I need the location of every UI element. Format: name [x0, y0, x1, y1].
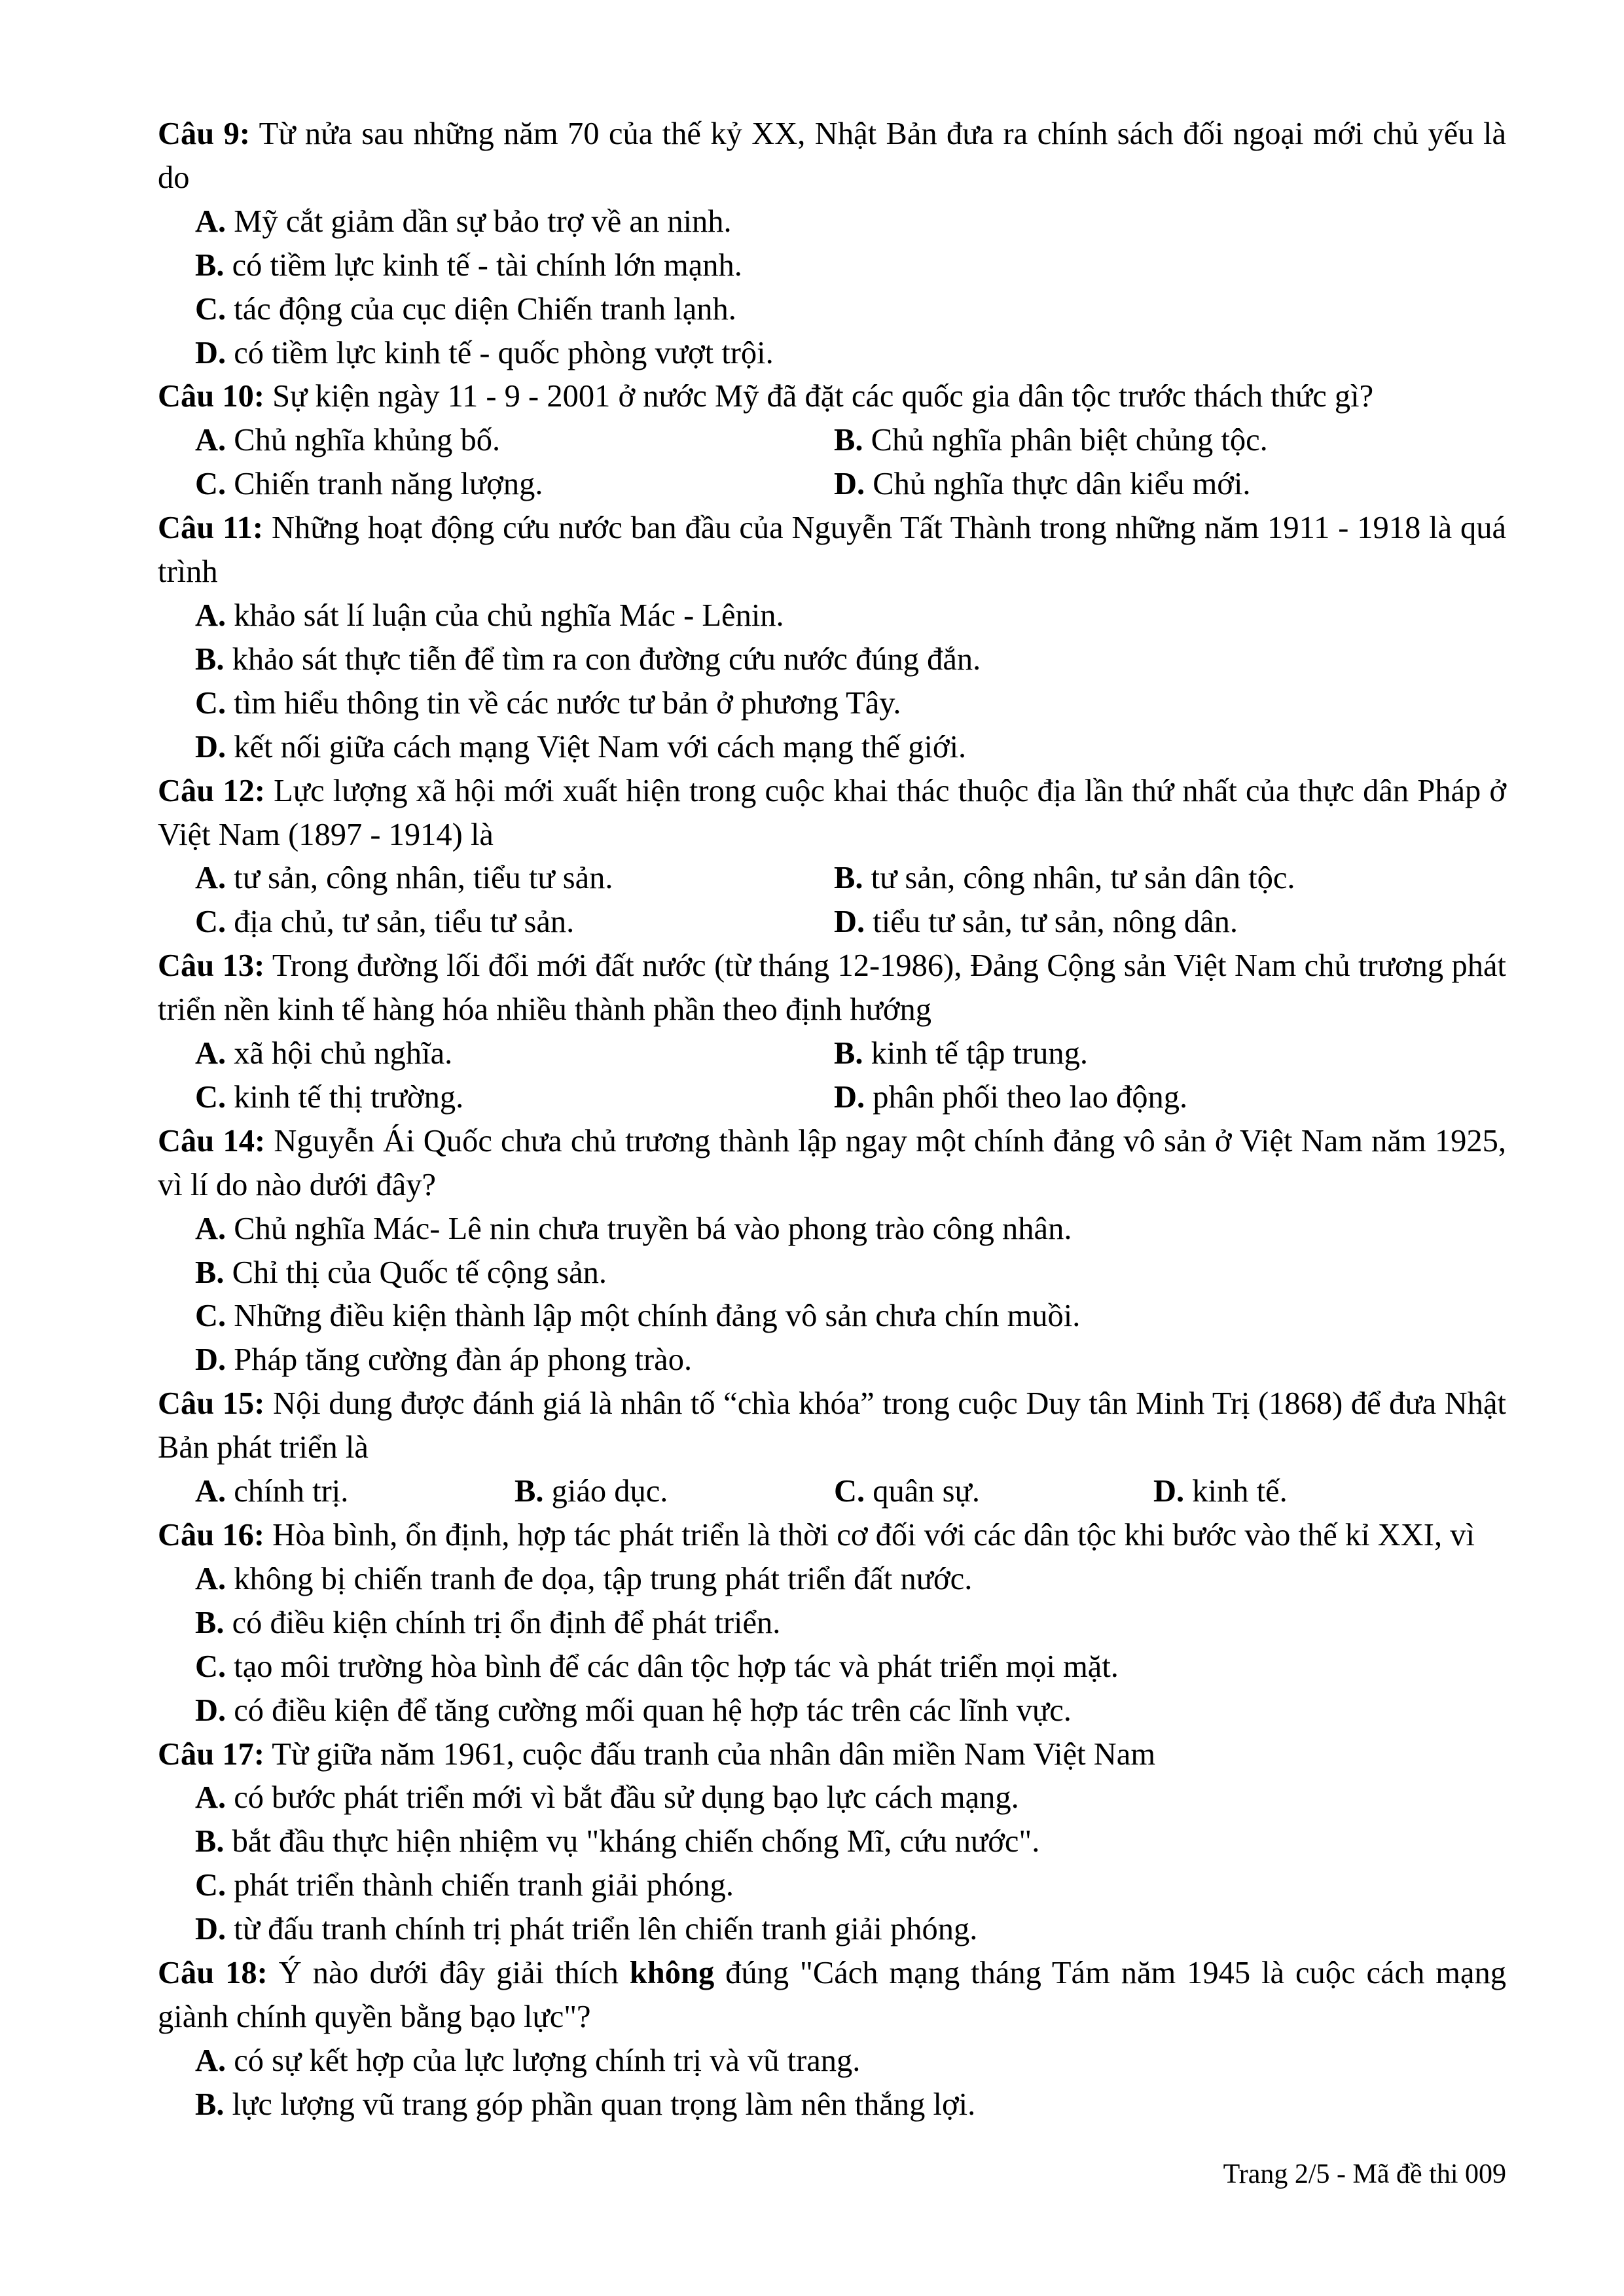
question-number: Câu 10:	[158, 379, 265, 414]
answer-option	[195, 2039, 1506, 2083]
options-row	[195, 1820, 1506, 1864]
option-text: Chiến tranh năng lượng.	[234, 467, 543, 502]
question-stem	[158, 113, 1506, 200]
option-text: kinh tế thị trường.	[234, 1079, 464, 1115]
option-letter: C.	[195, 1299, 226, 1334]
answer-option	[195, 1338, 1506, 1382]
option-letter: A.	[195, 204, 226, 239]
option-letter: D.	[195, 1342, 226, 1378]
answer-option	[834, 463, 1473, 507]
answer-options	[158, 2039, 1506, 2127]
option-letter: A.	[195, 423, 226, 458]
stem-text: Nội dung được đánh giá là nhân tố “chìa khóa” trong cuộc Duy tân Minh Trị (1868) để đưa Nhật Bản phát triển là	[158, 1386, 1506, 1465]
option-text: giáo dục.	[551, 1474, 668, 1509]
option-text: Chỉ thị của Quốc tế cộng sản.	[232, 1255, 607, 1290]
options-row	[195, 200, 1506, 244]
answer-option	[514, 1470, 834, 1514]
question	[158, 1514, 1506, 1733]
answer-option	[834, 901, 1473, 944]
question	[158, 770, 1506, 945]
answer-option	[195, 1558, 1506, 1602]
option-text: lực lượng vũ trang góp phần quan trọng làm nên thắng lợi.	[232, 2087, 976, 2122]
option-text: tư sản, công nhân, tư sản dân tộc.	[871, 861, 1295, 896]
answer-options	[158, 200, 1506, 376]
option-letter: A.	[195, 2043, 226, 2078]
option-text: Chủ nghĩa phân biệt chủng tộc.	[871, 423, 1268, 458]
answer-option	[195, 901, 834, 944]
answer-options	[158, 1776, 1506, 1952]
question-stem	[158, 507, 1506, 594]
option-letter: B.	[834, 861, 863, 896]
option-text: Chủ nghĩa Mác- Lê nin chưa truyền bá vào phong trào công nhân.	[234, 1211, 1072, 1246]
option-text: tạo môi trường hòa bình để các dân tộc hợp tác và phát triển mọi mặt.	[234, 1649, 1119, 1684]
option-text: có bước phát triển mới vì bắt đầu sử dụng bạo lực cách mạng.	[234, 1780, 1019, 1816]
option-text: tìm hiểu thông tin về các nước tư bản ở phương Tây.	[234, 685, 901, 721]
answer-option	[195, 1602, 1506, 1645]
stem-emphasis: không	[629, 1956, 715, 1991]
option-letter: A.	[195, 861, 226, 896]
option-letter: B.	[195, 1255, 225, 1290]
options-row	[195, 1470, 1506, 1514]
option-letter: B.	[514, 1474, 544, 1509]
option-text: quân sự.	[873, 1474, 980, 1509]
stem-text: Sự kiện ngày 11 - 9 - 2001 ở nước Mỹ đã đặt các quốc gia dân tộc trước thách thức gì?	[272, 379, 1374, 414]
exam-page-content	[158, 113, 1506, 2127]
question-number: Câu 18:	[158, 1956, 268, 1991]
options-row	[195, 244, 1506, 288]
question-number: Câu 11:	[158, 511, 264, 546]
question-number: Câu 12:	[158, 773, 266, 808]
options-row	[195, 726, 1506, 770]
question	[158, 375, 1506, 507]
option-letter: C.	[195, 1079, 226, 1115]
question-number: Câu 16:	[158, 1518, 265, 1552]
option-letter: D.	[834, 467, 865, 502]
options-row	[195, 682, 1506, 726]
options-row	[195, 857, 1506, 901]
option-text: có điều kiện để tăng cường mối quan hệ hợp tác trên các lĩnh vực.	[234, 1693, 1072, 1728]
options-row	[195, 1295, 1506, 1338]
option-letter: D.	[195, 1693, 226, 1728]
option-letter: D.	[195, 335, 226, 370]
question-stem	[158, 1733, 1506, 1777]
option-text: Những điều kiện thành lập một chính đảng vô sản chưa chín muồi.	[234, 1299, 1081, 1334]
option-text: xã hội chủ nghĩa.	[234, 1036, 453, 1071]
option-letter: B.	[195, 247, 225, 283]
answer-option	[195, 1689, 1506, 1733]
answer-option	[195, 1864, 1506, 1908]
question	[158, 507, 1506, 769]
answer-option	[195, 1295, 1506, 1338]
answer-option	[195, 1470, 514, 1514]
option-text: địa chủ, tư sản, tiểu tư sản.	[234, 905, 575, 940]
options-row	[195, 332, 1506, 376]
answer-option	[195, 1908, 1506, 1952]
option-letter: D.	[1153, 1474, 1185, 1509]
answer-option	[195, 1208, 1506, 1251]
option-letter: D.	[195, 729, 226, 764]
answer-option	[195, 244, 1506, 288]
answer-option	[195, 726, 1506, 770]
options-row	[195, 1602, 1506, 1645]
question	[158, 944, 1506, 1120]
option-text: Pháp tăng cường đàn áp phong trào.	[234, 1342, 693, 1378]
option-text: phân phối theo lao động.	[873, 1079, 1188, 1115]
option-letter: A.	[195, 1561, 226, 1596]
option-letter: A.	[195, 598, 226, 633]
answer-option	[195, 1251, 1506, 1295]
page-footer: Trang 2/5 - Mã đề thi 009	[1223, 2159, 1506, 2189]
option-text: Chủ nghĩa khủng bố.	[234, 423, 501, 458]
option-text: có tiềm lực kinh tế - tài chính lớn mạnh.	[232, 247, 742, 283]
option-letter: C.	[195, 685, 226, 721]
option-text: tác động của cục diện Chiến tranh lạnh.	[234, 291, 736, 327]
answer-option	[834, 1032, 1473, 1076]
question	[158, 1733, 1506, 1952]
option-text: kinh tế tập trung.	[871, 1036, 1088, 1071]
option-text: kết nối giữa cách mạng Việt Nam với cách mạng thế giới.	[234, 729, 967, 764]
option-letter: D.	[834, 1079, 865, 1115]
options-row	[195, 1776, 1506, 1820]
option-letter: A.	[195, 1474, 226, 1509]
option-text: có điều kiện chính trị ổn định để phát triển.	[232, 1605, 781, 1640]
answer-option	[195, 332, 1506, 376]
question-stem	[158, 375, 1506, 419]
option-text: khảo sát lí luận của chủ nghĩa Mác - Lênin.	[234, 598, 784, 633]
answer-options	[158, 1208, 1506, 1383]
answer-option	[195, 1645, 1506, 1689]
options-row	[195, 1208, 1506, 1251]
options-row	[195, 2083, 1506, 2127]
answer-option	[195, 857, 834, 901]
stem-text: Từ nửa sau những năm 70 của thế kỷ XX, Nhật Bản đưa ra chính sách đối ngoại mới chủ yếu là do	[158, 117, 1506, 195]
answer-option	[195, 1776, 1506, 1820]
question-number: Câu 15:	[158, 1386, 265, 1422]
option-letter: A.	[195, 1780, 226, 1816]
option-text: bắt đầu thực hiện nhiệm vụ "kháng chiến chống Mĩ, cứu nước".	[232, 1824, 1040, 1859]
option-letter: C.	[195, 1649, 226, 1684]
options-row	[195, 1908, 1506, 1952]
question-stem	[158, 770, 1506, 857]
stem-text: Từ giữa năm 1961, cuộc đấu tranh của nhân dân miền Nam Việt Nam	[272, 1736, 1156, 1772]
question-stem	[158, 1514, 1506, 1558]
options-row	[195, 901, 1506, 944]
stem-text: Nguyễn Ái Quốc chưa chủ trương thành lập ngay một chính đảng vô sản ở Việt Nam năm 1925, vì lí do nào dưới đây?	[158, 1123, 1507, 1202]
option-letter: C.	[834, 1474, 865, 1509]
answer-options	[158, 857, 1506, 944]
question	[158, 1382, 1506, 1514]
options-row	[195, 463, 1506, 507]
stem-text: đúng "Cách mạng tháng Tám năm 1945 là cuộc cách mạng giành chính quyền bằng bạo lực"?	[158, 1956, 1506, 2034]
option-text: có sự kết hợp của lực lượng chính trị và vũ trang.	[234, 2043, 861, 2078]
option-letter: D.	[834, 905, 865, 940]
option-letter: A.	[195, 1211, 226, 1246]
answer-option	[195, 594, 1506, 638]
option-letter: B.	[195, 2087, 225, 2122]
stem-text: Lực lượng xã hội mới xuất hiện trong cuộc khai thác thuộc địa lần thứ nhất của thực dân Pháp ở Việt Nam (1897 - 1914) là	[158, 773, 1506, 852]
answer-option	[195, 463, 834, 507]
question-number: Câu 14:	[158, 1123, 266, 1158]
option-text: tiểu tư sản, tư sản, nông dân.	[873, 905, 1238, 940]
options-row	[195, 594, 1506, 638]
option-text: Chủ nghĩa thực dân kiểu mới.	[873, 467, 1251, 502]
answer-option	[1153, 1470, 1473, 1514]
answer-option	[195, 1076, 834, 1120]
answer-option	[195, 1820, 1506, 1864]
answer-options	[158, 1470, 1506, 1514]
option-letter: C.	[195, 1868, 226, 1903]
option-letter: C.	[195, 467, 226, 502]
answer-option	[195, 2083, 1506, 2127]
answer-option	[195, 419, 834, 463]
option-letter: B.	[195, 1824, 225, 1859]
option-letter: D.	[195, 1912, 226, 1947]
option-letter: C.	[195, 291, 226, 327]
question	[158, 1952, 1506, 2127]
option-text: khảo sát thực tiễn để tìm ra con đường cứu nước đúng đắn.	[232, 641, 981, 677]
answer-options	[158, 594, 1506, 770]
options-row	[195, 1338, 1506, 1382]
question	[158, 1120, 1506, 1382]
answer-options	[158, 1558, 1506, 1733]
answer-option	[834, 1076, 1473, 1120]
answer-option	[195, 682, 1506, 726]
answer-options	[158, 1032, 1506, 1120]
stem-text: Ý nào dưới đây giải thích	[278, 1956, 630, 1991]
question-stem	[158, 1382, 1506, 1470]
options-row	[195, 1032, 1506, 1076]
option-text: tư sản, công nhân, tiểu tư sản.	[234, 861, 613, 896]
question-number: Câu 17:	[158, 1736, 265, 1772]
options-row	[195, 1645, 1506, 1689]
answer-option	[195, 288, 1506, 332]
option-text: phát triển thành chiến tranh giải phóng.	[234, 1868, 734, 1903]
answer-option	[195, 200, 1506, 244]
question-stem	[158, 1952, 1506, 2039]
option-text: từ đấu tranh chính trị phát triển lên chiến tranh giải phóng.	[234, 1912, 978, 1947]
option-letter: B.	[195, 1605, 225, 1640]
options-row	[195, 288, 1506, 332]
option-letter: C.	[195, 905, 226, 940]
option-text: chính trị.	[234, 1474, 349, 1509]
option-text: có tiềm lực kinh tế - quốc phòng vượt trội.	[234, 335, 774, 370]
stem-text: Hòa bình, ổn định, hợp tác phát triển là thời cơ đối với các dân tộc khi bước vào thế kỉ XXI, vì	[272, 1518, 1475, 1552]
question-stem	[158, 1120, 1506, 1208]
option-letter: B.	[195, 641, 225, 677]
answer-option	[834, 419, 1473, 463]
options-row	[195, 2039, 1506, 2083]
stem-text: Những hoạt động cứu nước ban đầu của Nguyễn Tất Thành trong những năm 1911 - 1918 là quá trình	[158, 511, 1506, 590]
answer-option	[195, 1032, 834, 1076]
option-text: không bị chiến tranh đe dọa, tập trung phát triển đất nước.	[234, 1561, 973, 1596]
options-row	[195, 419, 1506, 463]
options-row	[195, 1864, 1506, 1908]
options-row	[195, 1558, 1506, 1602]
question-number: Câu 13:	[158, 948, 265, 984]
stem-text: Trong đường lối đổi mới đất nước (từ tháng 12-1986), Đảng Cộng sản Việt Nam chủ trương phát triển nền kinh tế hàng hóa nhiều thành phần theo định hướng	[158, 948, 1506, 1028]
option-text: Mỹ cắt giảm dần sự bảo trợ về an ninh.	[234, 204, 732, 239]
options-row	[195, 1251, 1506, 1295]
option-letter: A.	[195, 1036, 226, 1071]
answer-options	[158, 419, 1506, 507]
question-number: Câu 9:	[158, 117, 251, 151]
option-letter: B.	[834, 423, 863, 458]
question-stem	[158, 944, 1506, 1032]
option-text: kinh tế.	[1192, 1474, 1288, 1509]
answer-option	[195, 638, 1506, 682]
options-row	[195, 1689, 1506, 1733]
options-row	[195, 638, 1506, 682]
answer-option	[834, 1470, 1153, 1514]
question	[158, 113, 1506, 375]
option-letter: B.	[834, 1036, 863, 1071]
answer-option	[834, 857, 1473, 901]
options-row	[195, 1076, 1506, 1120]
